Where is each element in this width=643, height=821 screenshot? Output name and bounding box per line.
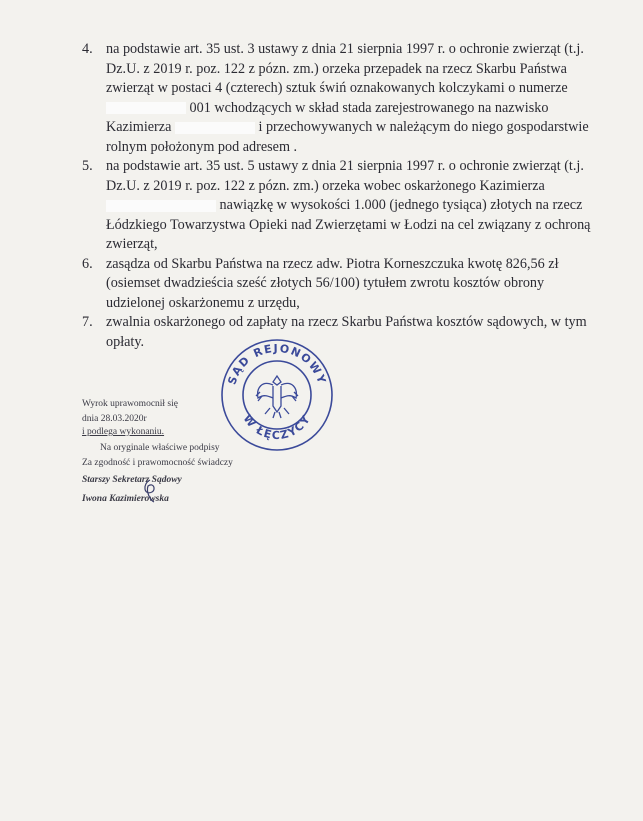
redaction [106, 200, 216, 212]
list-item [82, 157, 602, 255]
finality-label: Wyrok uprawomocnił się [82, 399, 178, 409]
svg-text:SĄD REJONOWY [225, 342, 328, 386]
item-text: zwalnia oskarżonego od zapłaty na rzecz Skarbu Państwa kosztów sądowych, w tym opłaty. [106, 314, 587, 350]
item-number: 4. [82, 41, 93, 57]
item-text: na podstawie art. 35 ust. 3 ustawy z dnia 21 sierpnia 1997 r. o ochronie zwierząt (t.j. Dz.U. z 2019 r. poz. 122 z pózn. zm.) orzeka przepadek na rzecz Skarbu Państwa zwierząt w postaci 4 (czterech) sztuk świń oznakowanych kolczykami o numerze [106, 41, 584, 96]
item-text: na podstawie art. 35 ust. 5 ustawy z dnia 21 sierpnia 1997 r. o ochronie zwierząt (t.j. Dz.U. z 2019 r. poz. 122 z pózn. zm.) orzeka wobec oskarżonego Kazimierza [106, 158, 584, 194]
item-text: zasądza od Skarbu Państwa na rzecz adw. Piotra Korneszczuka kwotę 826,56 zł (osiemset dwadzieścia sześć złotych 56/100) tytułem zwrotu kosztów obrony udzielonej oskarżonemu z urzędu, [106, 255, 559, 311]
list-item [82, 313, 602, 352]
item-text: 001 wchodzących w skład stada zarejestrowanego na nazwisko Kazimierza [106, 99, 549, 135]
list-item [82, 255, 602, 314]
finality-date: dnia 28.03.2020r [82, 414, 147, 424]
redaction [106, 102, 186, 114]
item-text: i przechowywanych w należącym do niego gospodarstwie rolnym położonym pod adresem . [106, 119, 589, 155]
svg-text:W ŁĘCZYCY [241, 412, 314, 442]
seal-top-text: SĄD REJONOWY [225, 341, 329, 387]
certification-note: Za zgodność i prawomocność świadczy [82, 458, 233, 468]
item-number: 5. [82, 158, 93, 174]
list-item [82, 40, 602, 157]
redaction [175, 122, 255, 134]
item-number: 7. [82, 314, 93, 330]
seal-bottom-text: W ŁĘCZYCY [240, 412, 314, 443]
court-seal [218, 336, 336, 454]
original-signatures-note: Na oryginale właściwe podpisy [100, 443, 220, 453]
secretary-name: Iwona Kazimierowska [82, 494, 169, 504]
secretary-title: Starszy Sekretarz Sądowy [82, 475, 182, 485]
item-number: 6. [82, 255, 93, 272]
item-text: nawiązkę w wysokości 1.000 (jednego tysiąca) złotych na rzecz Łódzkiego Towarzystwa Opieki nad Zwierzętami w Łodzi na cel związany z ochroną zwierząt, [106, 197, 591, 252]
judgment-items-list [82, 40, 602, 352]
eagle-emblem-icon [256, 376, 298, 418]
enforcement-note: i podlega wykonaniu. [82, 427, 165, 437]
signature-flourish [140, 478, 160, 504]
